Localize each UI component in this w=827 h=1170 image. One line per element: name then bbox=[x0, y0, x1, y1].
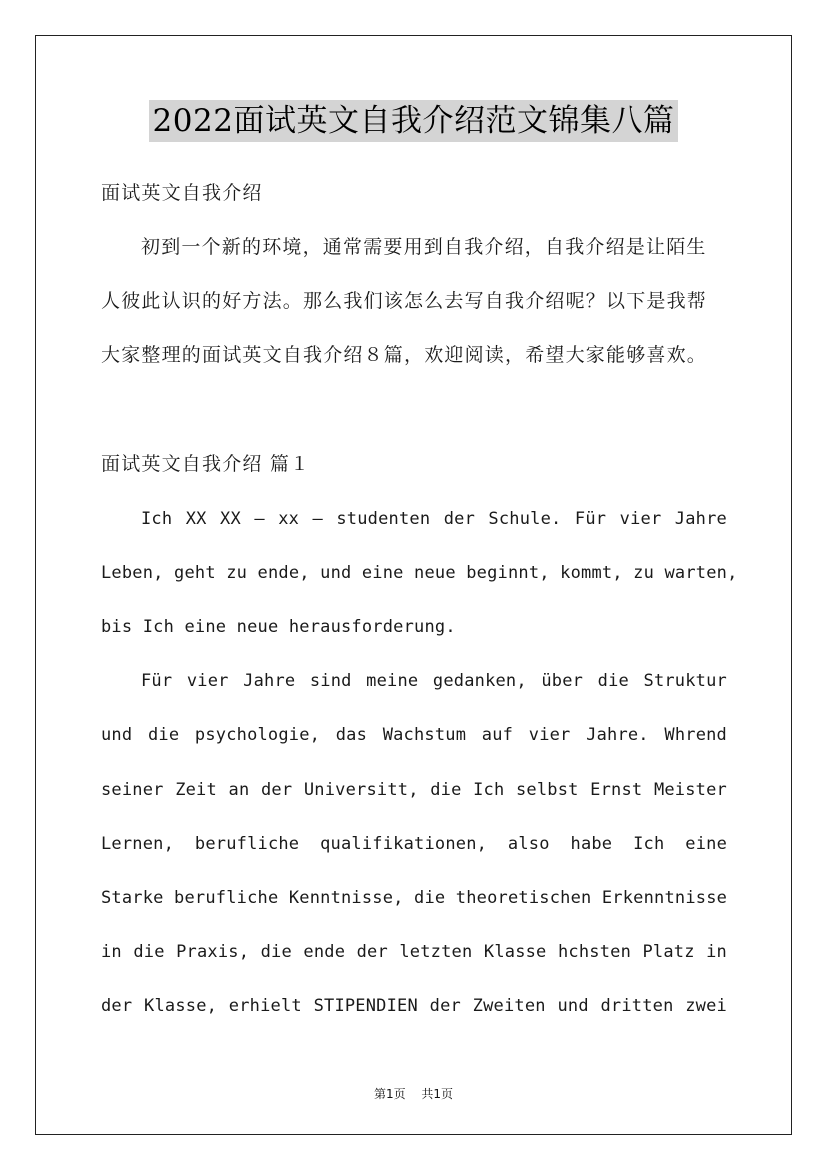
para2-line-5: Starke berufliche Kenntnisse, die theoretischen Erkenntnisse bbox=[101, 888, 728, 908]
section-heading: 面试英文自我介绍 bbox=[101, 182, 263, 204]
intro-line-3: 大家整理的面试英文自我介绍８篇，欢迎阅读，希望大家能够喜欢。 bbox=[101, 344, 708, 366]
title-container bbox=[0, 100, 827, 142]
intro-line-1: 初到一个新的环境，通常需要用到自我介绍，自我介绍是让陌生 bbox=[141, 236, 707, 258]
para1-line-2: Leben, geht zu ende, und eine neue beginnt, kommt, zu warten, bbox=[101, 563, 738, 583]
intro-line-2: 人彼此认识的好方法。那么我们该怎么去写自我介绍呢？以下是我帮 bbox=[101, 290, 708, 312]
para2-line-6: in die Praxis, die ende der letzten Klasse hchsten Platz in bbox=[101, 942, 727, 962]
para2-line-1: Für vier Jahre sind meine gedanken, über die Struktur bbox=[141, 671, 727, 691]
document-title: 2022面试英文自我介绍范文锦集八篇 bbox=[149, 100, 679, 142]
para1-line-1: Ich XX XX – xx – studenten der Schule. Für vier Jahre bbox=[141, 509, 727, 529]
para2-line-7: der Klasse, erhielt STIPENDIEN der Zweiten und dritten zwei bbox=[101, 996, 727, 1016]
page-footer bbox=[0, 1085, 827, 1102]
para1-line-3: bis Ich eine neue herausforderung. bbox=[101, 617, 456, 637]
para2-line-2: und die psychologie, das Wachstum auf vier Jahre. Whrend bbox=[101, 725, 727, 745]
page-total: 共1页 bbox=[421, 1087, 454, 1101]
para2-line-3: seiner Zeit an der Universitt, die Ich selbst Ernst Meister bbox=[101, 780, 727, 800]
article-heading: 面试英文自我介绍 篇１ bbox=[101, 453, 311, 475]
page-number: 第1页 bbox=[373, 1087, 406, 1101]
para2-line-4: Lernen, berufliche qualifikationen, also habe Ich eine bbox=[101, 834, 727, 854]
